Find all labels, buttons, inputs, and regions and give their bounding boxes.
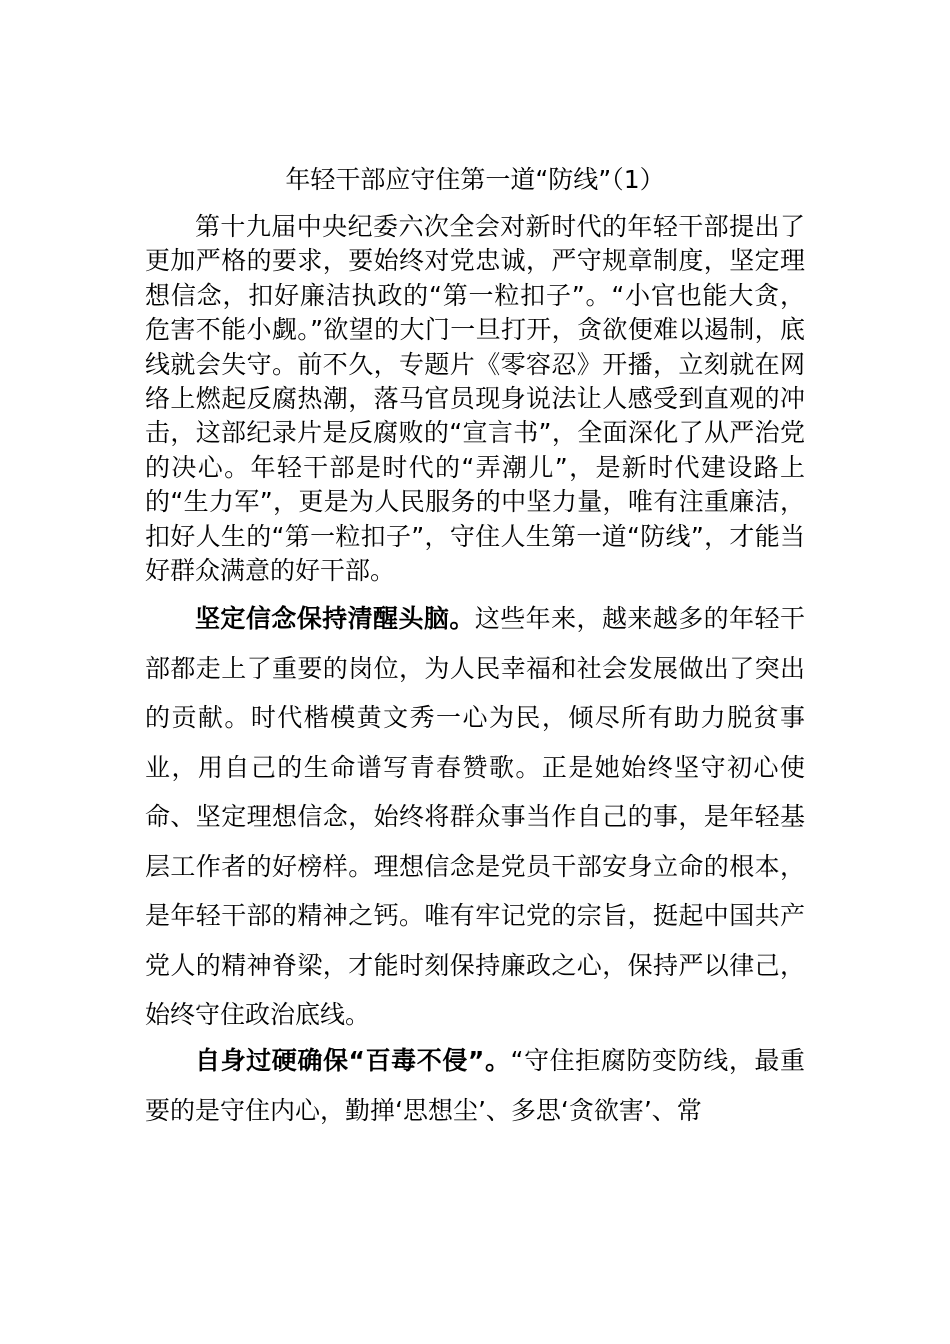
paragraph-firm-belief bbox=[145, 594, 805, 1040]
paragraph-intro-text: 第十九届中央纪委六次全会对新时代的年轻干部提出了更加严格的要求，要始终对党忠诚，严守规章制度，坚定理想信念，扣好廉洁执政的“第一粒扣子”。“小官也能大贪，危害不能小觑。”欲望的大门一旦打开，贪欲便难以遏制，底线就会失守。前不久，专题片《零容忍》开播，立刻就在网络上燃起反腐热潮，落马官员现身说法让人感受到直观的冲击，这部纪录片是反腐败的“宣言书”，全面深化了从严治党的决心。年轻干部是时代的“弄潮儿”，是新时代建设路上的“生力军”，更是为人民服务的中坚力量，唯有注重廉洁，扣好人生的“第一粒扣子”，守住人生第一道“防线”，才能当好群众满意的好干部。 bbox=[145, 212, 805, 586]
document-title: 年轻干部应守住第一道“防线”（1） bbox=[285, 165, 665, 194]
paragraph-intro bbox=[145, 210, 805, 588]
paragraph-self-discipline bbox=[145, 1036, 805, 1135]
paragraph-firm-belief-text: 这些年来，越来越多的年轻干部都走上了重要的岗位，为人民幸福和社会发展做出了突出的贡献。时代楷模黄文秀一心为民，倾尽所有助力脱贫事业，用自己的生命谱写青春赞歌。正是她始终坚守初心使命、坚定理想信念，始终将群众事当作自己的事，是年轻基层工作者的好榜样。理想信念是党员干部安身立命的根本，是年轻干部的精神之钙。唯有牢记党的宗旨，挺起中国共产党人的精神脊梁，才能时刻保持廉政之心，保持严以律己，始终守住政治底线。 bbox=[145, 604, 805, 1029]
paragraph-self-discipline-heading: 自身过硬确保“百毒不侵”。 bbox=[195, 1046, 511, 1075]
paragraph-firm-belief-heading: 坚定信念保持清醒头脑。 bbox=[195, 604, 475, 633]
paragraph-self-discipline-text: “守住拒腐防变防线，最重要的是守住内心，勤掸‘思想尘’、多思‘贪欲害’、常 bbox=[145, 1046, 805, 1125]
